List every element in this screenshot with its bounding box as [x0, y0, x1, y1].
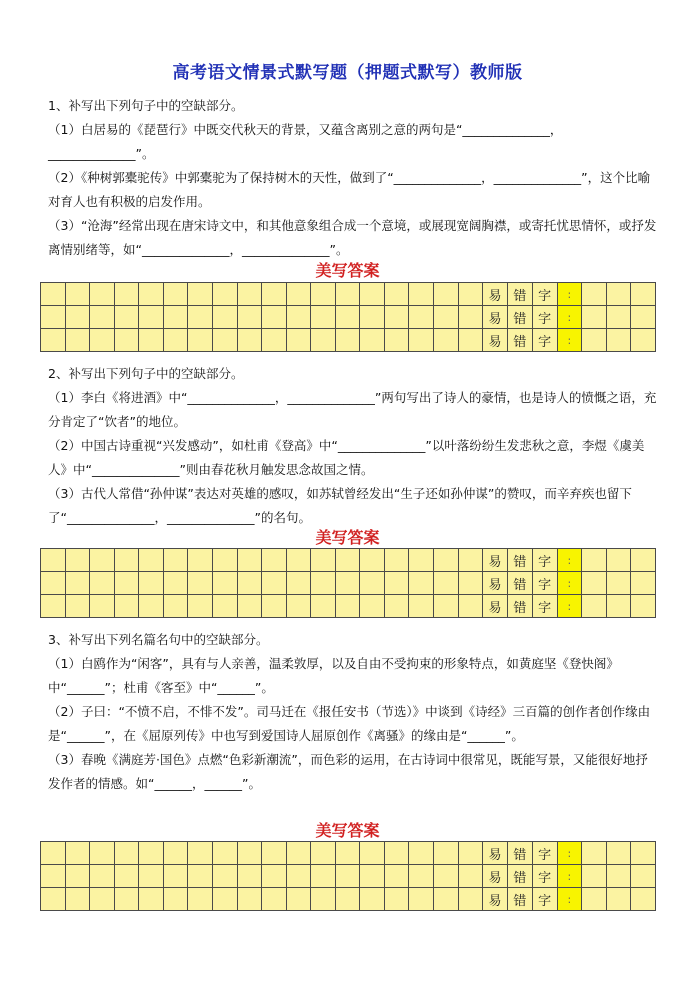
- grid-label-yi: 易: [483, 842, 508, 865]
- grid-label-cuo: 错: [507, 283, 532, 306]
- grid-cell: [409, 549, 434, 572]
- grid-cell: [65, 595, 90, 618]
- grid-cell: [631, 888, 656, 911]
- grid-cell: [65, 549, 90, 572]
- grid-cell: [139, 572, 164, 595]
- grid-label-yi: 易: [483, 283, 508, 306]
- grid-cell: [434, 842, 459, 865]
- grid-cell: [114, 549, 139, 572]
- grid-label-zi: 字: [532, 283, 557, 306]
- grid-cell: [311, 865, 336, 888]
- grid-label-yi: 易: [483, 595, 508, 618]
- grid-cell: [409, 572, 434, 595]
- grid-cell: [631, 842, 656, 865]
- question-heading: 3、补写出下列名篇名句中的空缺部分。: [48, 632, 269, 647]
- grid-cell: [163, 283, 188, 306]
- grid-label-cuo: 错: [507, 329, 532, 352]
- grid-row: [41, 329, 656, 352]
- grid-cell: [114, 842, 139, 865]
- grid-cell: [311, 329, 336, 352]
- grid-cell: [139, 595, 164, 618]
- grid-label-colon: :: [557, 865, 582, 888]
- grid-cell: [237, 595, 262, 618]
- grid-cell: [434, 595, 459, 618]
- grid-cell: [90, 572, 115, 595]
- grid-cell: [212, 842, 237, 865]
- grid-cell: [262, 595, 287, 618]
- grid-cell: [360, 572, 385, 595]
- grid-cell: [41, 888, 66, 911]
- grid-cell: [163, 549, 188, 572]
- grid-label-zi: 字: [532, 842, 557, 865]
- grid-cell: [262, 283, 287, 306]
- grid-cell: [163, 842, 188, 865]
- grid-cell: [384, 842, 409, 865]
- grid-cell: [409, 865, 434, 888]
- grid-label-yi: 易: [483, 549, 508, 572]
- grid-cell: [434, 865, 459, 888]
- grid-cell: [188, 888, 213, 911]
- grid-cell: [65, 842, 90, 865]
- grid-cell: [631, 283, 656, 306]
- grid-cell: [631, 865, 656, 888]
- grid-cell: [163, 888, 188, 911]
- grid-cell: [237, 329, 262, 352]
- grid-label-cuo: 错: [507, 865, 532, 888]
- grid-cell: [65, 306, 90, 329]
- grid-cell: [139, 888, 164, 911]
- grid-cell: [286, 329, 311, 352]
- grid-cell: [114, 306, 139, 329]
- grid-cell: [311, 572, 336, 595]
- grid-cell: [114, 595, 139, 618]
- grid-row: [41, 865, 656, 888]
- grid-cell: [262, 306, 287, 329]
- grid-cell: [188, 283, 213, 306]
- grid-cell: [163, 572, 188, 595]
- grid-cell: [139, 306, 164, 329]
- grid-cell: [582, 865, 607, 888]
- grid-cell: [360, 549, 385, 572]
- grid-cell: [311, 549, 336, 572]
- grid-label-colon: :: [557, 572, 582, 595]
- grid-cell: [41, 549, 66, 572]
- grid-label-zi: 字: [532, 595, 557, 618]
- grid-row: [41, 888, 656, 911]
- grid-label-cuo: 错: [507, 306, 532, 329]
- grid-cell: [139, 549, 164, 572]
- grid-cell: [286, 842, 311, 865]
- grid-label-colon: :: [557, 888, 582, 911]
- answer-section-label: 美写答案: [315, 261, 380, 280]
- grid-cell: [286, 888, 311, 911]
- grid-cell: [188, 329, 213, 352]
- grid-cell: [434, 572, 459, 595]
- grid-cell: [606, 595, 631, 618]
- grid-cell: [90, 306, 115, 329]
- grid-row: [41, 595, 656, 618]
- grid-cell: [65, 283, 90, 306]
- grid-cell: [237, 306, 262, 329]
- grid-cell: [631, 306, 656, 329]
- grid-label-cuo: 错: [507, 572, 532, 595]
- grid-cell: [360, 888, 385, 911]
- grid-label-cuo: 错: [507, 595, 532, 618]
- grid-cell: [335, 595, 360, 618]
- grid-cell: [262, 888, 287, 911]
- grid-cell: [311, 306, 336, 329]
- grid-cell: [114, 888, 139, 911]
- grid-cell: [212, 888, 237, 911]
- grid-label-colon: :: [557, 549, 582, 572]
- grid-cell: [163, 306, 188, 329]
- grid-cell: [434, 306, 459, 329]
- answer-section-label: 美写答案: [315, 821, 380, 840]
- grid-cell: [237, 572, 262, 595]
- grid-label-yi: 易: [483, 306, 508, 329]
- grid-label-yi: 易: [483, 572, 508, 595]
- grid-cell: [65, 888, 90, 911]
- grid-cell: [606, 329, 631, 352]
- grid-cell: [335, 283, 360, 306]
- grid-row: [41, 572, 656, 595]
- grid-cell: [582, 549, 607, 572]
- grid-cell: [90, 888, 115, 911]
- grid-cell: [335, 306, 360, 329]
- grid-cell: [582, 595, 607, 618]
- grid-cell: [631, 329, 656, 352]
- question-item: （3）古代人常借“孙仲谋”表达对英雄的感叹，如苏轼曾经发出“生子还如孙仲谋”的赞叹，而辛弃疾也留下了“______________，______________”的名句。: [48, 486, 632, 525]
- grid-cell: [188, 549, 213, 572]
- grid-label-colon: :: [557, 595, 582, 618]
- grid-cell: [212, 595, 237, 618]
- grid-cell: [237, 549, 262, 572]
- grid-label-colon: :: [557, 842, 582, 865]
- grid-cell: [90, 865, 115, 888]
- question-item: （1）白鸥作为“闲客”，具有与人亲善，温柔敦厚，以及自由不受拘束的形象特点，如黄庭坚《登快阁》中“______”；杜甫《客至》中“______”。: [48, 656, 619, 695]
- grid-cell: [212, 329, 237, 352]
- grid-cell: [41, 283, 66, 306]
- grid-cell: [188, 572, 213, 595]
- grid-cell: [606, 842, 631, 865]
- grid-cell: [335, 842, 360, 865]
- grid-cell: [335, 865, 360, 888]
- grid-cell: [360, 865, 385, 888]
- answer-grid: [40, 282, 656, 352]
- grid-cell: [384, 329, 409, 352]
- grid-cell: [286, 865, 311, 888]
- grid-cell: [262, 865, 287, 888]
- grid-cell: [335, 329, 360, 352]
- grid-cell: [409, 595, 434, 618]
- grid-cell: [360, 306, 385, 329]
- grid-cell: [237, 283, 262, 306]
- question-2: [48, 362, 658, 530]
- grid-cell: [458, 329, 483, 352]
- grid-cell: [582, 888, 607, 911]
- grid-cell: [188, 595, 213, 618]
- grid-cell: [384, 549, 409, 572]
- grid-label-zi: 字: [532, 572, 557, 595]
- grid-cell: [65, 865, 90, 888]
- grid-cell: [409, 306, 434, 329]
- grid-label-yi: 易: [483, 888, 508, 911]
- question-3: [48, 628, 658, 796]
- grid-cell: [335, 888, 360, 911]
- grid-cell: [458, 888, 483, 911]
- grid-cell: [41, 572, 66, 595]
- grid-cell: [582, 306, 607, 329]
- grid-cell: [606, 549, 631, 572]
- grid-cell: [163, 329, 188, 352]
- grid-cell: [434, 549, 459, 572]
- grid-cell: [163, 865, 188, 888]
- grid-cell: [237, 842, 262, 865]
- grid-cell: [458, 549, 483, 572]
- grid-cell: [606, 888, 631, 911]
- grid-cell: [582, 572, 607, 595]
- grid-cell: [41, 595, 66, 618]
- grid-cell: [606, 865, 631, 888]
- grid-label-cuo: 错: [507, 888, 532, 911]
- grid-label-yi: 易: [483, 329, 508, 352]
- question-item: （2）中国古诗重视“兴发感动”，如杜甫《登高》中“______________”以叶落纷纷生发悲秋之意，李煜《虞美人》中“______________”则由春花秋月触发思念故国之情。: [48, 438, 645, 477]
- grid-cell: [237, 888, 262, 911]
- grid-cell: [582, 842, 607, 865]
- grid-cell: [286, 595, 311, 618]
- grid-cell: [41, 842, 66, 865]
- grid-row: [41, 306, 656, 329]
- grid-label-cuo: 错: [507, 842, 532, 865]
- grid-cell: [188, 865, 213, 888]
- grid-cell: [90, 842, 115, 865]
- grid-cell: [163, 595, 188, 618]
- grid-label-yi: 易: [483, 865, 508, 888]
- grid-cell: [360, 329, 385, 352]
- grid-cell: [286, 572, 311, 595]
- grid-cell: [409, 842, 434, 865]
- grid-label-colon: :: [557, 306, 582, 329]
- question-1: [48, 94, 658, 262]
- question-heading: 1、补写出下列句子中的空缺部分。: [48, 98, 244, 113]
- question-item: （3）“沧海”经常出现在唐宋诗文中，和其他意象组合成一个意境，或展现宽阔胸襟，或寄托忧思情怀，或抒发离情别绪等，如“______________，______________”。: [48, 218, 657, 257]
- grid-cell: [90, 283, 115, 306]
- answer-grid: [40, 548, 656, 618]
- grid-cell: [458, 572, 483, 595]
- grid-cell: [458, 306, 483, 329]
- grid-cell: [90, 329, 115, 352]
- grid-cell: [65, 572, 90, 595]
- grid-cell: [41, 329, 66, 352]
- grid-cell: [631, 549, 656, 572]
- grid-cell: [335, 572, 360, 595]
- grid-cell: [458, 865, 483, 888]
- grid-cell: [114, 865, 139, 888]
- grid-cell: [631, 572, 656, 595]
- question-item: （1）白居易的《琵琶行》中既交代秋天的背景，又蕴含离别之意的两句是“______________，______________”。: [48, 122, 563, 161]
- grid-label-zi: 字: [532, 549, 557, 572]
- grid-label-cuo: 错: [507, 549, 532, 572]
- grid-cell: [65, 329, 90, 352]
- grid-label-zi: 字: [532, 329, 557, 352]
- grid-row: [41, 549, 656, 572]
- grid-cell: [311, 283, 336, 306]
- grid-cell: [212, 306, 237, 329]
- grid-label-zi: 字: [532, 865, 557, 888]
- question-item: （1）李白《将进酒》中“______________，______________”两句写出了诗人的豪情，也是诗人的愤慨之语，充分肯定了“饮者”的地位。: [48, 390, 657, 429]
- grid-cell: [409, 283, 434, 306]
- grid-cell: [188, 842, 213, 865]
- grid-cell: [90, 549, 115, 572]
- question-item: （3）春晚《满庭芳·国色》点燃“色彩新潮流”，而色彩的运用，在古诗词中很常见，既能写景，又能很好地抒发作者的情感。如“______，______”。: [48, 752, 648, 791]
- grid-cell: [311, 842, 336, 865]
- grid-cell: [360, 595, 385, 618]
- grid-cell: [606, 306, 631, 329]
- answer-grid: [40, 841, 656, 911]
- grid-cell: [360, 283, 385, 306]
- grid-cell: [311, 888, 336, 911]
- grid-cell: [237, 865, 262, 888]
- grid-label-zi: 字: [532, 888, 557, 911]
- grid-cell: [286, 549, 311, 572]
- grid-cell: [434, 283, 459, 306]
- grid-cell: [212, 865, 237, 888]
- grid-cell: [188, 306, 213, 329]
- grid-cell: [262, 572, 287, 595]
- grid-cell: [606, 572, 631, 595]
- grid-cell: [384, 865, 409, 888]
- grid-cell: [90, 595, 115, 618]
- grid-cell: [606, 283, 631, 306]
- grid-cell: [212, 283, 237, 306]
- grid-cell: [262, 329, 287, 352]
- grid-cell: [114, 572, 139, 595]
- grid-cell: [212, 572, 237, 595]
- grid-cell: [458, 842, 483, 865]
- grid-cell: [41, 865, 66, 888]
- grid-row: [41, 842, 656, 865]
- question-item: （2）子曰：“不愤不启，不悱不发”。司马迁在《报任安书（节选）》中谈到《诗经》三百篇的创作者创作缘由是“______”，在《屈原列传》中也写到爱国诗人屈原创作《离骚》的缘由是“______”。: [48, 704, 651, 743]
- grid-cell: [582, 329, 607, 352]
- grid-cell: [582, 283, 607, 306]
- grid-cell: [114, 283, 139, 306]
- grid-cell: [212, 549, 237, 572]
- grid-label-colon: :: [557, 283, 582, 306]
- grid-row: [41, 283, 656, 306]
- grid-cell: [262, 549, 287, 572]
- grid-cell: [434, 329, 459, 352]
- grid-cell: [114, 329, 139, 352]
- grid-cell: [311, 595, 336, 618]
- answer-section-label: 美写答案: [315, 528, 380, 547]
- grid-cell: [384, 283, 409, 306]
- grid-cell: [434, 888, 459, 911]
- grid-label-zi: 字: [532, 306, 557, 329]
- grid-cell: [262, 842, 287, 865]
- grid-cell: [384, 888, 409, 911]
- grid-cell: [384, 572, 409, 595]
- grid-cell: [409, 329, 434, 352]
- grid-cell: [335, 549, 360, 572]
- question-heading: 2、补写出下列句子中的空缺部分。: [48, 366, 244, 381]
- grid-cell: [458, 595, 483, 618]
- grid-cell: [384, 595, 409, 618]
- grid-cell: [139, 283, 164, 306]
- grid-cell: [286, 306, 311, 329]
- grid-cell: [458, 283, 483, 306]
- grid-cell: [41, 306, 66, 329]
- grid-cell: [409, 888, 434, 911]
- question-item: （2）《种树郭橐驼传》中郭橐驼为了保持树木的天性，做到了“______________，______________”，这个比喻对育人也有积极的启发作用。: [48, 170, 651, 209]
- grid-cell: [139, 865, 164, 888]
- grid-cell: [631, 595, 656, 618]
- grid-cell: [360, 842, 385, 865]
- grid-cell: [286, 283, 311, 306]
- grid-label-colon: :: [557, 329, 582, 352]
- page-title: 高考语文情景式默写题（押题式默写）教师版: [172, 63, 523, 83]
- grid-cell: [139, 329, 164, 352]
- grid-cell: [139, 842, 164, 865]
- grid-cell: [384, 306, 409, 329]
